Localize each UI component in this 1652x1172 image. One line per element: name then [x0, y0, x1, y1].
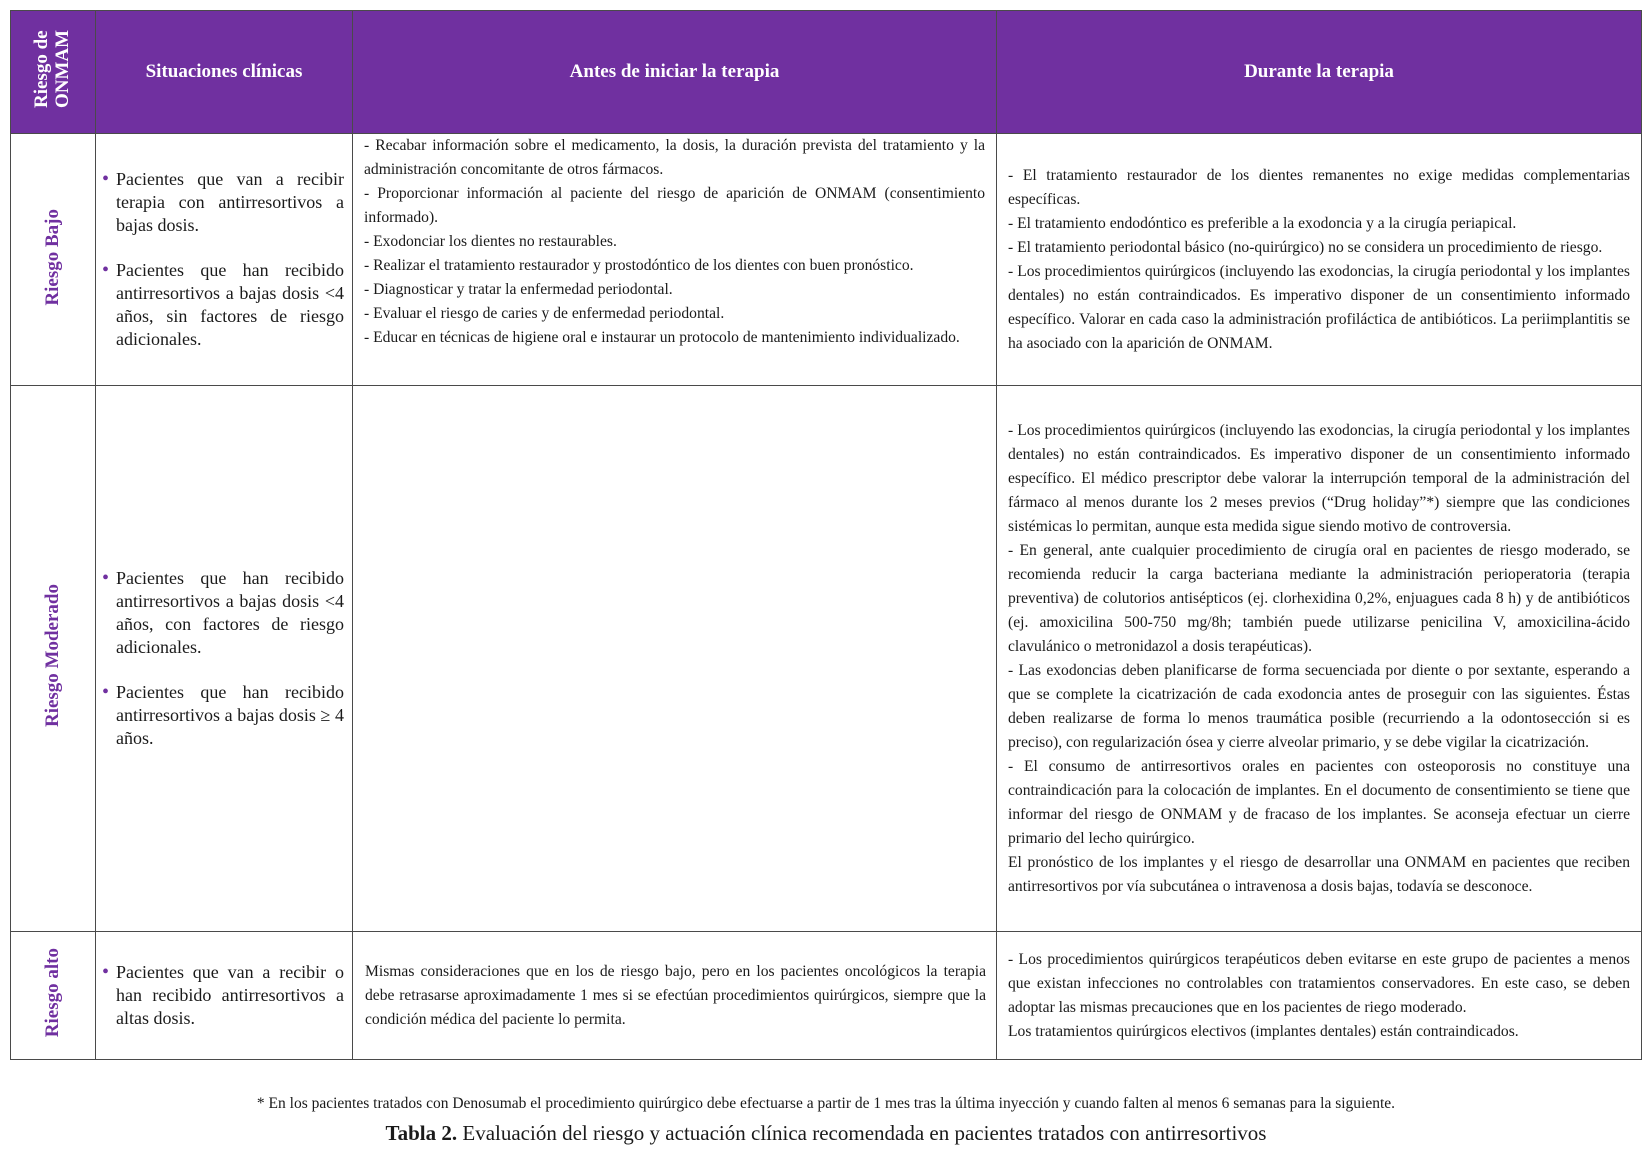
table-caption: [0, 1121, 1652, 1146]
situation-item: • Pacientes que han recibido antirresortivos a bajas dosis ≥ 4 años.: [116, 681, 344, 750]
before-item: - Exodonciar los dientes no restaurables.: [364, 233, 617, 250]
table-row-moderate: [11, 386, 1642, 932]
during-item: - El tratamiento endodóntico es preferible a la exodoncia y a la cirugía periapical.: [1008, 214, 1517, 232]
during-item: - Los procedimientos quirúrgicos (incluyendo las exodoncias, la cirugía periodontal y los implantes dentales) no están contraindicados. Es imperativo disponer de un consentimiento informado específico. Valorar en cada caso la administración profiláctica de antibióticos. La periimplantitis se ha asociado con la aparición de ONMAM.: [1008, 262, 1630, 352]
during-item: - Los procedimientos quirúrgicos (incluyendo las exodoncias, la cirugía periodontal y los implantes dentales) no están contraindicados. Es imperativo disponer de un consentimiento informado específico. El médico prescriptor debe valorar la interrupción temporal de la administración del fármaco al menos durante los 2 meses previos (“Drug holiday”*) siempre que las condiciones sistémicas lo permitan, aunque esta medida sigue siendo motivo de controversia.: [1008, 421, 1630, 535]
situation-item: • Pacientes que van a recibir o han recibido antirresortivos a altas dosis.: [116, 961, 344, 1030]
table-row-high: [11, 932, 1642, 1060]
table-row-low: [11, 134, 1642, 386]
during-item: - Los procedimientos quirúrgicos terapéuticos deben evitarse en este grupo de pacientes a menos que existan infecciones no controlables con tratamientos conservadores. En este caso, se deben adoptar las mismas precauciones que en los pacientes de riego moderado.: [1008, 950, 1630, 1016]
before-item: - Proporcionar información al paciente del riesgo de aparición de ONMAM (consentimiento informado).: [364, 185, 985, 226]
before-item: - Educar en técnicas de higiene oral e instaurar un protocolo de mantenimiento individualizado.: [364, 329, 960, 346]
during-cell: [997, 932, 1642, 1060]
header-situations: Situaciones clínicas: [96, 11, 353, 134]
during-item: Los tratamientos quirúrgicos electivos (implantes dentales) están contraindicados.: [1008, 1022, 1519, 1040]
footnote: * En los pacientes tratados con Denosumab el procedimiento quirúrgico debe efectuarse a partir de 1 mes tras la última inyección y cuando falten al menos 6 semanas para la siguiente.: [256, 1095, 1396, 1112]
header-risk: Riesgo de ONMAM: [11, 11, 96, 134]
before-item: - Evaluar el riesgo de caries y de enfermedad periodontal.: [364, 305, 725, 322]
during-cell: [997, 134, 1642, 386]
before-item: - Realizar el tratamiento restaurador y prostodóntico de los dientes con buen pronóstico.: [364, 257, 914, 274]
situations-cell: [96, 932, 353, 1060]
risk-label-cell: [11, 386, 96, 932]
risk-label: Riesgo Bajo: [42, 208, 63, 306]
situation-item: • Pacientes que han recibido antirresortivos a bajas dosis <4 años, con factores de riesgo adicionales.: [116, 567, 344, 659]
situation-item: • Pacientes que han recibido antirresortivos a bajas dosis <4 años, sin factores de riesgo adicionales.: [116, 259, 344, 351]
header-during: Durante la terapia: [997, 11, 1642, 134]
during-item: - En general, ante cualquier procedimiento de cirugía oral en pacientes de riesgo moderado, se recomienda reducir la carga bacteriana mediante la administración perioperatoria (terapia preventiva) de colutorios antisépticos (ej. clorhexidina 0,2%, enjuagues cada 8 h) y de antibióticos (ej. amoxicilina 500-750 mg/8h; también puede utilizarse penicilina V, amoxicilina-ácido clavulánico o metronidazol a dosis terapéuticas).: [1008, 541, 1630, 655]
before-cell: [353, 932, 997, 1060]
risk-label-cell: [11, 134, 96, 386]
header-before: Antes de iniciar la terapia: [353, 11, 997, 134]
during-item: El pronóstico de los implantes y el riesgo de desarrollar una ONMAM en pacientes que reciben antirresortivos por vía subcutánea o intravenosa a dosis bajas, todavía se desconoce.: [1008, 853, 1630, 895]
before-text: Mismas consideraciones que en los de riesgo bajo, pero en los pacientes oncológicos la terapia debe retrasarse aproximadamente 1 mes si se efectúan procedimientos quirúrgicos, siempre que la condición médica del paciente lo permita.: [365, 962, 986, 1028]
before-cell-empty: [353, 386, 997, 932]
situation-item: • Pacientes que van a recibir terapia con antirresortivos a bajas dosis.: [116, 168, 344, 237]
situations-cell: [96, 134, 353, 386]
table-header-row: [11, 11, 1642, 134]
risk-label: Riesgo Moderado: [42, 584, 63, 728]
caption-label: Tabla 2.: [385, 1121, 458, 1145]
risk-label-cell: [11, 932, 96, 1060]
before-item: - Diagnosticar y tratar la enfermedad periodontal.: [364, 281, 673, 298]
before-item: - Recabar información sobre el medicamento, la dosis, la duración prevista del tratamiento y la administración concomitante de otros fármacos.: [364, 137, 985, 178]
during-item: - Las exodoncias deben planificarse de forma secuenciada por diente o por sextante, esperando a que se complete la cicatrización de cada exodoncia antes de proseguir con las siguientes. Éstas deben realizarse de forma lo menos traumática posible (recurriendo a la odontosección si es preciso), con regularización ósea y cierre alveolar primario, y se debe vigilar la cicatrización.: [1008, 661, 1630, 751]
during-item: - El tratamiento restaurador de los dientes remanentes no exige medidas complementarias específicas.: [1008, 166, 1630, 208]
during-item: - El tratamiento periodontal básico (no-quirúrgico) no se considera un procedimiento de riesgo.: [1008, 238, 1603, 256]
caption-text: Evaluación del riesgo y actuación clínica recomendada en pacientes tratados con antirresortivos: [457, 1121, 1267, 1145]
before-cell: [353, 134, 997, 386]
situations-cell: [96, 386, 353, 932]
risk-table: [10, 10, 1642, 1060]
risk-label: Riesgo alto: [42, 948, 63, 1038]
during-cell: [997, 386, 1642, 932]
during-item: - El consumo de antirresortivos orales en pacientes con osteoporosis no constituye una contraindicación para la colocación de implantes. En el documento de consentimiento se tiene que informar del riesgo de ONMAM y de fracaso de los implantes. Se aconseja efectuar un cierre primario del lecho quirúrgico.: [1008, 757, 1630, 847]
